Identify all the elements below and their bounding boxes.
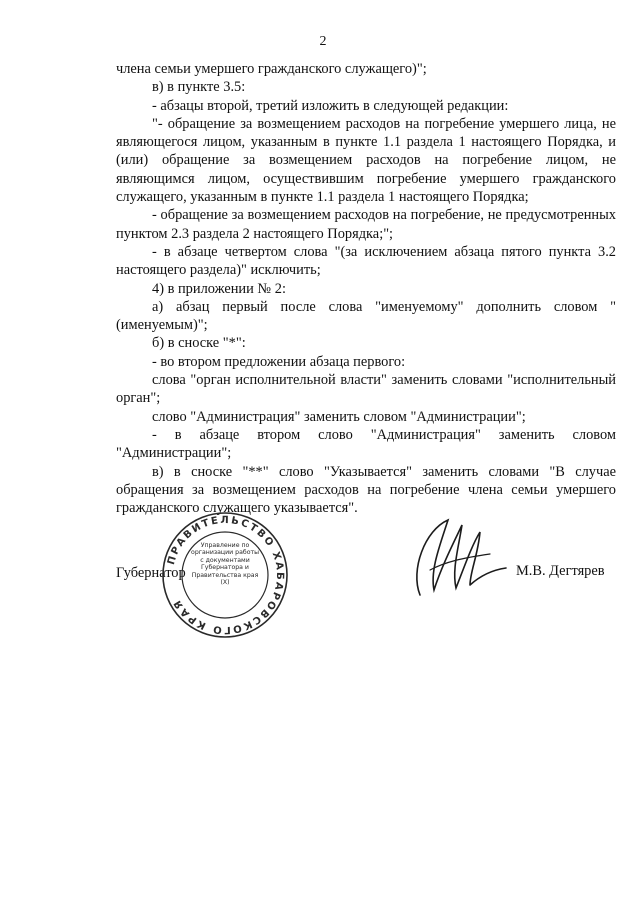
governor-title: Губернатор: [116, 565, 186, 581]
paragraph: в) в пункте 3.5:: [152, 79, 246, 96]
paragraph: - абзацы второй, третий изложить в следующей редакции:: [152, 97, 509, 114]
paragraph: "- обращение за возмещением расходов на погребение умершего лица, не являющегося лицом, указанным в пункте 1.1 раздела 1 настоящего Порядка, и (или) обращение за возмещением расходов на погребение лицом, не являющимся лицом, осуществившим погребение умершего гражданского служащего, указанным в пункте 1.1 раздела 1 настоящего Порядка;: [116, 115, 616, 206]
paragraph: 4) в приложении № 2:: [152, 280, 286, 297]
page-number: 2: [319, 34, 327, 49]
paragraph: - во втором предложении абзаца первого:: [152, 353, 406, 370]
signer-name: М.В. Дегтярев: [516, 563, 605, 579]
paragraph: - в абзаце втором слово "Администрация" заменить словом "Администрации";: [116, 426, 616, 462]
paragraph: а) абзац первый после слова "именуемому" дополнить словом "(именуемым)";: [116, 298, 616, 334]
paragraph: в) в сноске "**" слово "Указывается" заменить словами "В случае обращения за возмещением расходов на погребение члена семьи умершего гражданского служащего указывается".: [116, 463, 616, 517]
paragraph: б) в сноске "*":: [152, 335, 246, 352]
paragraph: слова "орган исполнительной власти" заменить словами "исполнительный орган";: [116, 372, 616, 407]
signature-block: [0, 510, 640, 660]
paragraph: - обращение за возмещением расходов на погребение, не предусмотренных пунктом 2.3 раздела 2 настоящего Порядка;";: [116, 207, 616, 242]
paragraph: члена семьи умершего гражданского служащего)";: [116, 61, 427, 77]
document-body: [116, 60, 616, 517]
official-seal: [160, 510, 290, 640]
seal-outer-text: ПРАВИТЕЛЬСТВО ХАБАРОВСКОГО КРАЯ: [165, 514, 286, 636]
seal-inner-text: Управление по организации работы с документами Губернатора и Правительства края (Х): [191, 542, 259, 587]
handwritten-signature: [400, 510, 510, 605]
paragraph: слово "Администрация" заменить словом "Администрации";: [152, 408, 526, 425]
paragraph: - в абзаце четвертом слова "(за исключением абзаца пятого пункта 3.2 настоящего раздела)" исключить;: [116, 243, 616, 279]
